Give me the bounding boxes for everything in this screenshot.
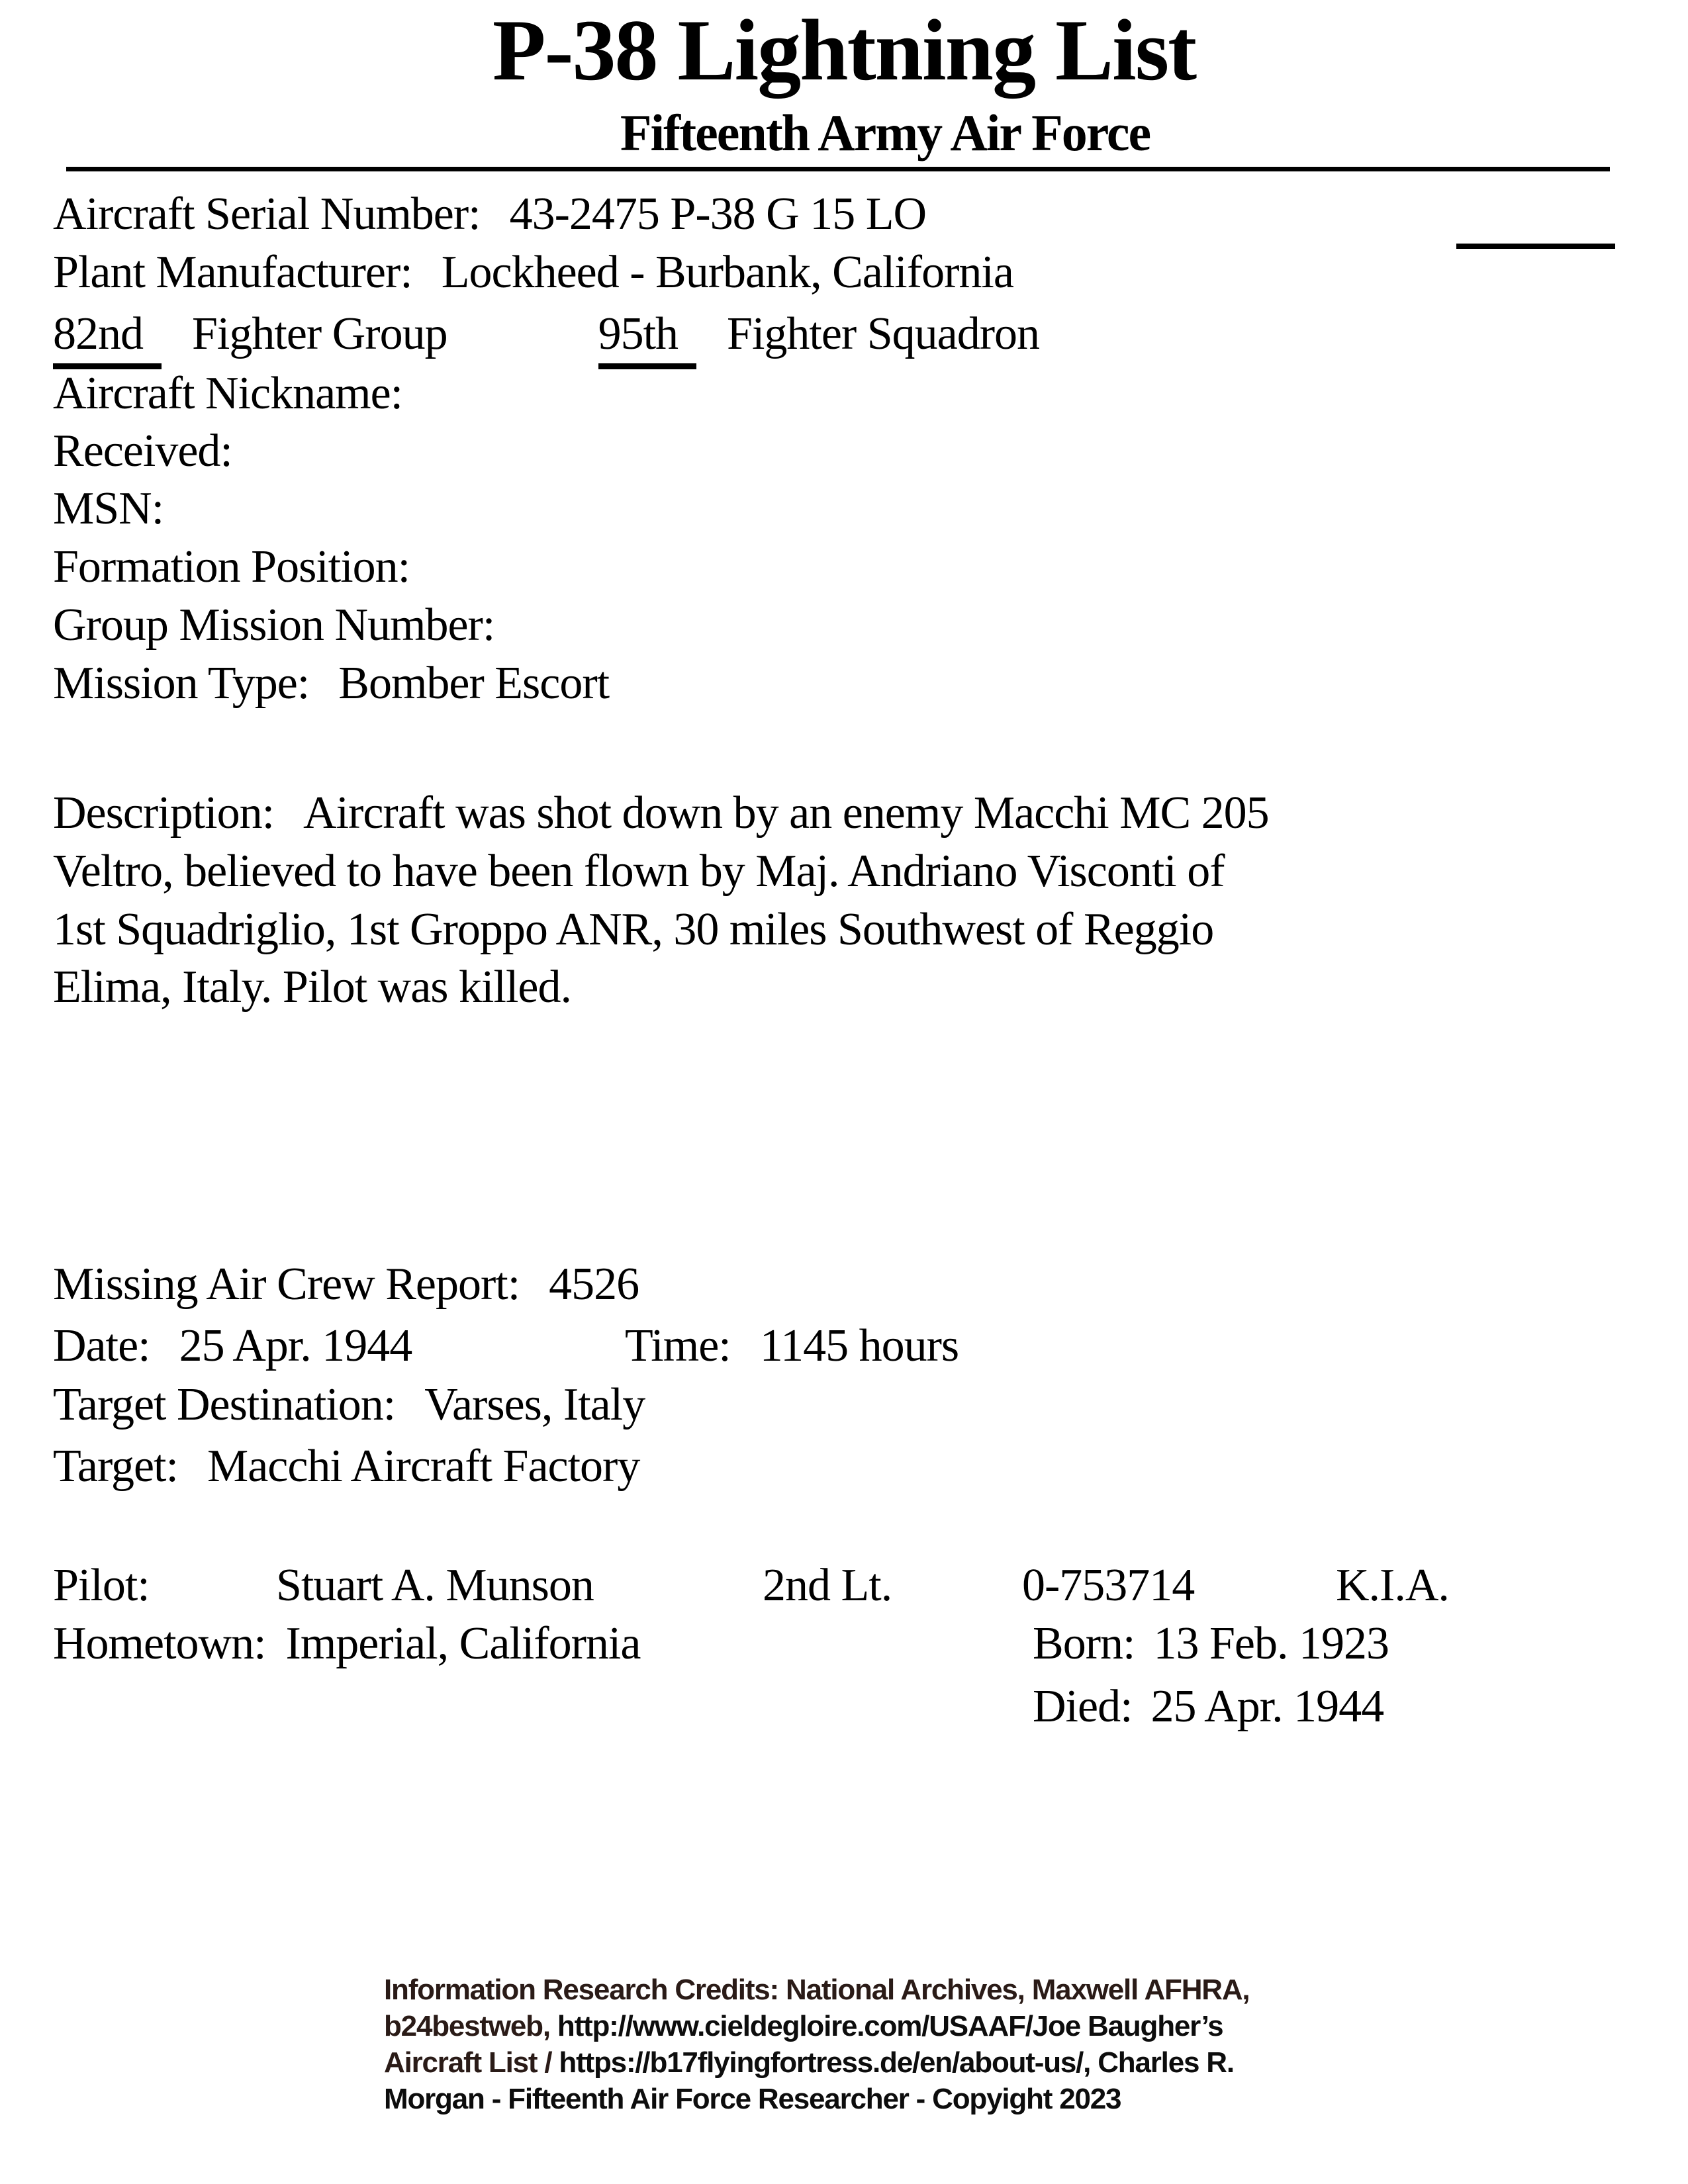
credits-line-4	[384, 2081, 1377, 2117]
aircraft-serial-number-value: 43-2475 P-38 G 15 LO	[509, 189, 927, 240]
credits-text-1: Information Research Credits: National Archives, Maxwell AFHRA,	[384, 1974, 1250, 2006]
credits-text-3a: Aircraft List /	[384, 2046, 559, 2079]
credits-footer	[384, 1972, 1377, 2117]
target-value: Macchi Aircraft Factory	[207, 1441, 640, 1492]
field-mission-type	[53, 655, 609, 713]
macr-label: Missing Air Crew Report:	[53, 1259, 520, 1310]
description-text: Aircraft was shot down by an enemy Macchi MC 205	[303, 788, 1269, 839]
date-value: 25 Apr. 1944	[179, 1320, 412, 1371]
field-group-mission-number	[53, 596, 524, 655]
header-divider	[66, 167, 1610, 171]
field-aircraft-nickname	[53, 365, 432, 423]
hometown-label: Hometown:	[53, 1618, 266, 1669]
credits-line-3	[384, 2044, 1377, 2081]
field-formation-position	[53, 538, 439, 596]
plant-manufacturer-value: Lockheed - Burbank, California	[441, 247, 1013, 298]
field-date-time	[53, 1317, 959, 1375]
blank-fill-line	[1456, 244, 1615, 249]
born-value: 13 Feb. 1923	[1153, 1618, 1389, 1669]
died-value: 25 Apr. 1944	[1150, 1681, 1384, 1732]
page-title: P-38 Lightning List	[492, 1, 1196, 99]
field-missing-air-crew-report	[53, 1255, 639, 1314]
group-mission-number-label: Group Mission Number:	[53, 600, 495, 651]
field-msn	[53, 480, 193, 538]
credits-line-1	[384, 1972, 1377, 2008]
received-label: Received:	[53, 426, 232, 477]
time-value: 1145 hours	[759, 1320, 959, 1371]
credits-url-b17flyingfortress: https://b17flyingfortress.de/en/about-us/, Charles R.	[559, 2046, 1234, 2079]
field-aircraft-serial-number	[53, 185, 926, 244]
field-target-destination	[53, 1376, 645, 1434]
pilot-name: Stuart A. Munson	[276, 1560, 594, 1611]
page-subtitle: Fifteenth Army Air Force	[620, 104, 1150, 161]
aircraft-serial-number-label: Aircraft Serial Number:	[53, 189, 481, 240]
field-target	[53, 1437, 639, 1496]
field-born	[1033, 1615, 1389, 1673]
credits-url-cieldegloire: http://www.cieldegloire.com/USAAF/Joe Baugher’s	[557, 2010, 1223, 2042]
field-plant-manufacturer	[53, 244, 1013, 302]
mission-type-label: Mission Type:	[53, 658, 310, 709]
hometown-value: Imperial, California	[285, 1618, 641, 1669]
pilot-label: Pilot:	[53, 1560, 150, 1611]
target-destination-label: Target Destination:	[53, 1379, 396, 1430]
msn-label: MSN:	[53, 483, 164, 534]
macr-value: 4526	[549, 1259, 639, 1310]
credits-text-4: Morgan - Fifteenth Air Force Researcher - Copyight 2023	[384, 2083, 1121, 2115]
mission-type-value: Bomber Escort	[338, 658, 610, 709]
credits-text-2a: b24bestweb,	[384, 2010, 557, 2042]
field-time	[625, 1317, 959, 1375]
fighter-squadron-label: Fighter Squadron	[727, 308, 1040, 359]
description-line-2: Veltro, believed to have been flown by Maj. Andriano Visconti of	[53, 846, 1225, 897]
died-label: Died:	[1033, 1681, 1133, 1732]
description-line-4: Elima, Italy. Pilot was killed.	[53, 962, 571, 1013]
target-label: Target:	[53, 1441, 178, 1492]
hometown-row	[53, 1615, 1389, 1673]
aircraft-nickname-label: Aircraft Nickname:	[53, 368, 403, 419]
pilot-rank: 2nd Lt.	[763, 1560, 892, 1611]
description-line-3: 1st Squadriglio, 1st Groppo ANR, 30 miles Southwest of Reggio	[53, 904, 1214, 955]
time-label: Time:	[625, 1320, 731, 1371]
target-destination-value: Varses, Italy	[424, 1379, 645, 1430]
born-label: Born:	[1033, 1618, 1135, 1669]
description-label: Description:	[53, 788, 275, 839]
date-label: Date:	[53, 1320, 150, 1371]
pilot-status: K.I.A.	[1336, 1560, 1449, 1611]
plant-manufacturer-label: Plant Manufacturer:	[53, 247, 412, 298]
field-group-squadron	[53, 305, 1039, 363]
field-died	[1033, 1678, 1383, 1736]
formation-position-label: Formation Position:	[53, 541, 410, 592]
fighter-group-number: 82nd	[53, 305, 162, 369]
pilot-serial-number: 0-753714	[1022, 1560, 1195, 1611]
field-received	[53, 422, 261, 480]
pilot-row	[53, 1557, 1449, 1615]
fighter-group-label: Fighter Group	[192, 308, 447, 359]
description-line-1	[53, 784, 1269, 842]
credits-line-2	[384, 2008, 1377, 2044]
fighter-squadron-number: 95th	[598, 305, 696, 369]
